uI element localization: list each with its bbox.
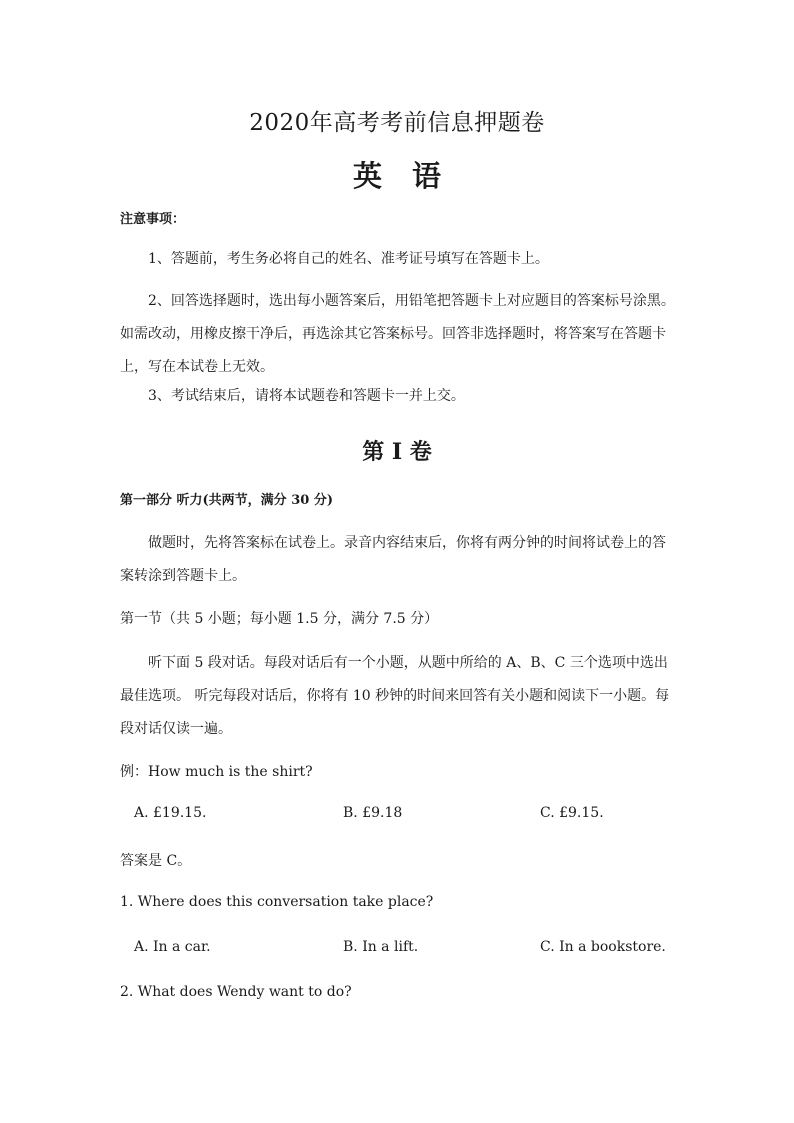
section1-instruction: 听下面 5 段对话。每段对话后有一个小题，从题中所给的 A、B、C 三个选项中选出最佳选项。 听完每段对话后，你将有 10 秒钟的时间来回答有关小题和阅读下一小题。每段对话仅读一遍。 <box>120 655 670 737</box>
question-2: 2. What does Wendy want to do? <box>120 984 352 1000</box>
subject-title: 英语 <box>352 159 471 193</box>
example-question: 例：How much is the shirt? <box>120 764 313 780</box>
question-1-option-a: A. In a car. <box>134 939 211 955</box>
part1-instruction: 做题时，先将答案标在试卷上。录音内容结束后，你将有两分钟的时间将试卷上的答案转涂到答题卡上。 <box>120 535 666 584</box>
example-option-c: C. £9.15. <box>540 805 604 821</box>
question-1-option-c: C. In a bookstore. <box>540 939 666 955</box>
question-1-option-b: B. In a lift. <box>343 939 419 955</box>
notice-item-2: 2、回答选择题时，选出每小题答案后，用铅笔把答题卡上对应题目的答案标号涂黑。如需改动，用橡皮擦干净后，再选涂其它答案标号。回答非选择题时，将答案写在答题卡上，写在本试卷上无效。 <box>120 293 675 375</box>
question-1: 1. Where does this conversation take place? <box>120 894 434 910</box>
part1-heading: 第一部分 听力(共两节，满分 30 分) <box>120 493 333 508</box>
section1-heading: 第一节（共 5 小题；每小题 1.5 分，满分 7.5 分） <box>120 611 439 627</box>
notice-item-1: 1、答题前，考生务必将自己的姓名、准考证号填写在答题卡上。 <box>148 251 549 267</box>
example-option-b: B. £9.18 <box>343 805 403 821</box>
volume-title: 第 I 卷 <box>362 439 432 465</box>
example-answer: 答案是 C。 <box>120 853 192 869</box>
exam-title: 2020年高考考前信息押题卷 <box>249 110 545 136</box>
notice-heading: 注意事项： <box>120 212 186 227</box>
notice-item-3: 3、考试结束后，请将本试题卷和答题卡一并上交。 <box>148 388 465 404</box>
example-option-a: A. £19.15. <box>134 805 207 821</box>
